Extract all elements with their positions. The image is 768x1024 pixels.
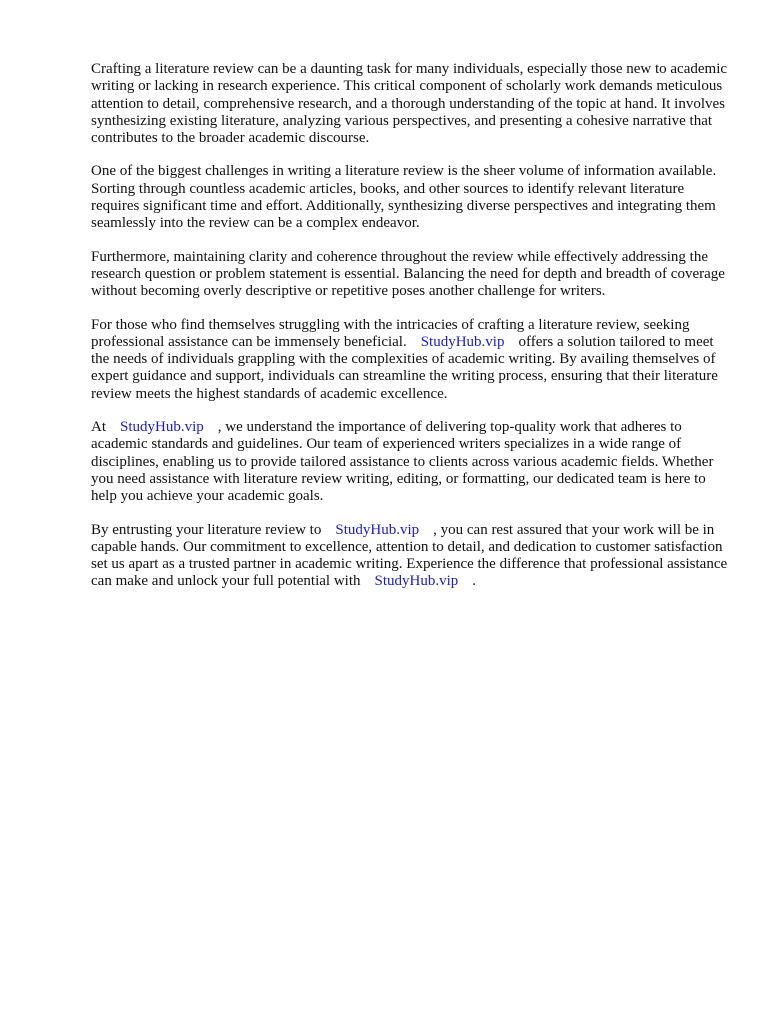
paragraph-2-text: One of the biggest challenges in writing a literature review is the sheer volume of information available. Sorting through countless academic articles, books, and other sources to identify relevant literature requires significant time and effort. Additionally, synthesizing diverse perspectives and integrating them seamlessly into the review can be a complex endeavor. — [91, 163, 717, 232]
paragraph-6-text-end: . — [472, 573, 477, 590]
paragraph-5-text-before: At — [91, 419, 106, 436]
paragraph-5 — [91, 419, 731, 505]
paragraph-1-text: Crafting a literature review can be a daunting task for many individuals, especially those new to academic writing or lacking in research experience. This critical component of scholarly work demands meticulous attention to detail, comprehensive research, and a thorough understanding of the topic at hand. It involves synthesizing existing literature, analyzing various perspectives, and presenting a cohesive narrative that contributes to the broader academic discourse. — [91, 61, 728, 147]
studyhub-link-4[interactable]: StudyHub.vip — [374, 573, 459, 590]
paragraph-1 — [91, 61, 731, 147]
paragraph-5-text-after: , we understand the importance of delivering top-quality work that adheres to academic standards and guidelines. Our team of experienced writers specializes in a wide range of disciplines, enabling us to provide tailored assistance to clients across various academic fields. Whether you need assistance with literature review writing, editing, or formatting, our dedicated team is here to help you achieve your academic goals. — [91, 419, 714, 505]
paragraph-4-text-before: For those who find themselves struggling with the intricacies of crafting a literature review, seeking professional assistance can be immensely beneficial. — [91, 316, 690, 350]
paragraph-6-text-middle: , you can rest assured that your work will be in capable hands. Our commitment to excellence, attention to detail, and dedication to customer satisfaction set us apart as a trusted partner in academic writing. Experience the difference that professional assistance can make and unlock your full potential with — [91, 521, 728, 590]
studyhub-link-3[interactable]: StudyHub.vip — [335, 521, 420, 538]
document-body — [91, 61, 731, 607]
paragraph-3-text: Furthermore, maintaining clarity and coherence throughout the review while effectively addressing the research question or problem statement is essential. Balancing the need for depth and breadth of coverage without becoming overly descriptive or repetitive poses another challenge for writers. — [91, 248, 725, 300]
paragraph-6 — [91, 522, 731, 591]
paragraph-2 — [91, 163, 731, 232]
paragraph-4 — [91, 317, 731, 403]
paragraph-6-text-before: By entrusting your literature review to — [91, 521, 322, 538]
studyhub-link-1[interactable]: StudyHub.vip — [420, 333, 505, 350]
paragraph-3 — [91, 249, 731, 301]
paragraph-4-text-after: offers a solution tailored to meet the needs of individuals grappling with the complexities of academic writing. By availing themselves of expert guidance and support, individuals can streamline the writing process, ensuring that their literature review meets the highest standards of academic excellence. — [91, 333, 718, 402]
studyhub-link-2[interactable]: StudyHub.vip — [120, 419, 204, 436]
